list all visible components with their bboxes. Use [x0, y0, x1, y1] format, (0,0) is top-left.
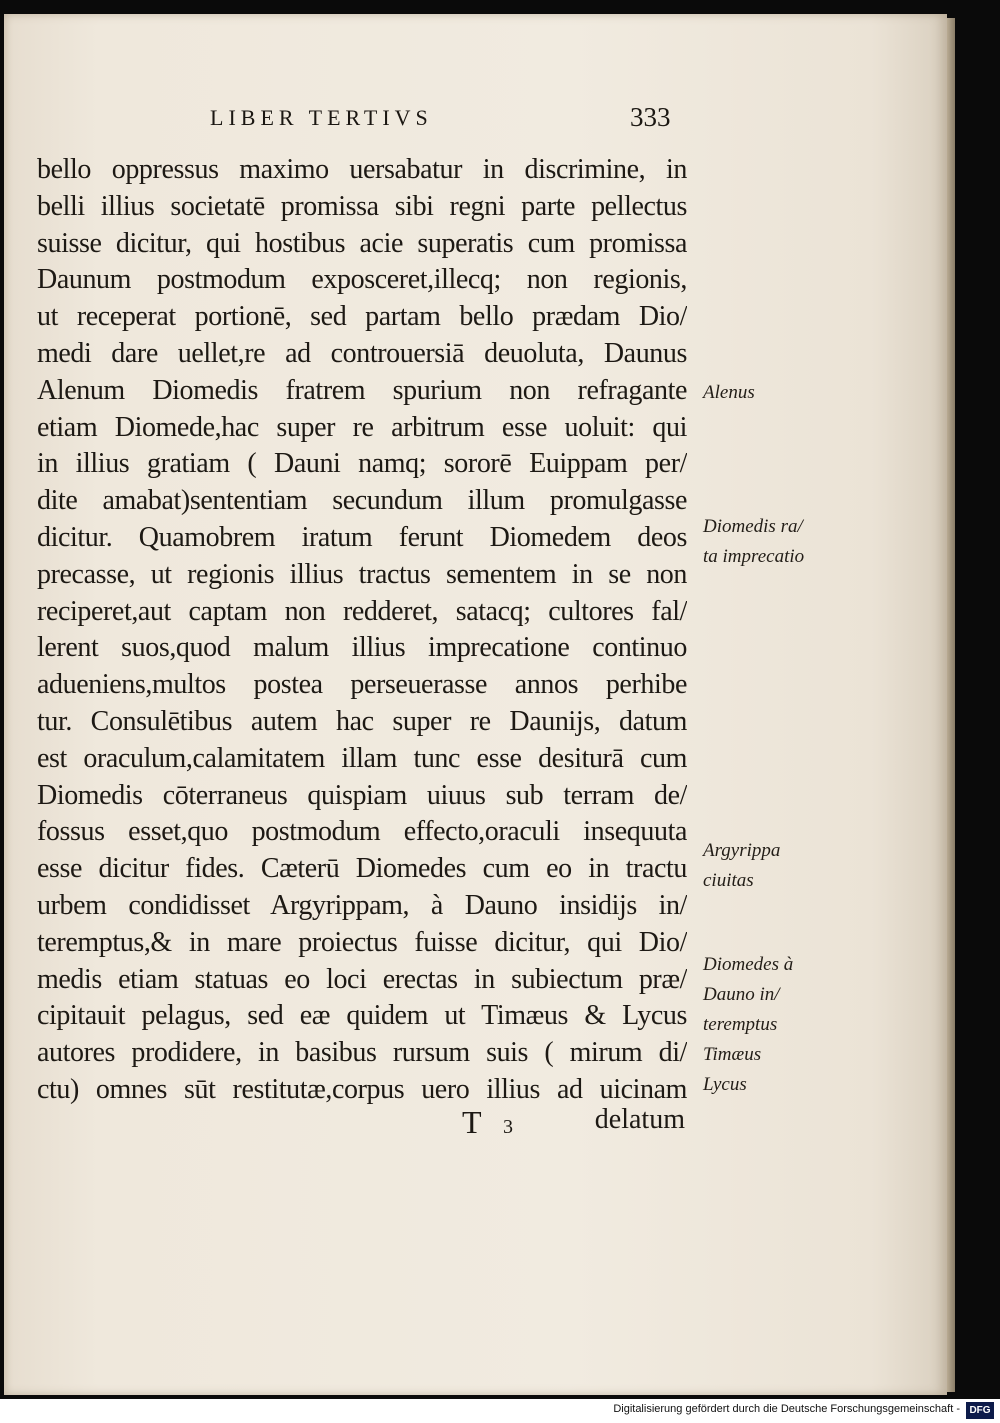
marginal-line: Argyrippa — [703, 840, 781, 861]
marginal-line: ta imprecatio — [703, 546, 805, 567]
marginal-note-imprecatio — [703, 512, 823, 572]
marginal-line: teremptus — [703, 1014, 778, 1035]
text-line: belli illius societatē promissa sibi regni parte pellectus — [37, 190, 687, 222]
text-line: est oraculum,calamitatem illam tunc esse desiturā cum — [37, 742, 687, 774]
text-line: urbem condidisset Argyrippam, à Dauno insidijs in/ — [37, 889, 687, 921]
marginal-line: Dauno in/ — [703, 984, 780, 1005]
text-line: medi dare uellet,re ad controuersiā deuoluta, Daunus — [37, 337, 687, 369]
marginal-note-argyrippa — [703, 836, 823, 896]
text-line: teremptus,& in mare proiectus fuisse dicitur, qui Dio/ — [37, 926, 687, 958]
text-line: suisse dicitur, qui hostibus acie superatis cum promissa — [37, 227, 687, 259]
marginal-line: ciuitas — [703, 870, 754, 891]
marginal-note-alenus — [703, 378, 823, 408]
marginal-line: Timæus — [703, 1044, 762, 1065]
page-edge — [947, 18, 955, 1392]
marginal-line: Diomedes à — [703, 954, 794, 975]
text-line: autores prodidere, in basibus rursum suis ( mirum di/ — [37, 1037, 687, 1069]
marginal-line: Diomedis ra/ — [703, 516, 803, 537]
signature-mark: T — [462, 1104, 482, 1140]
marginal-line: Alenus — [703, 382, 755, 403]
text-line: in illius gratiam ( Dauni namq; sororē Euippam per/ — [37, 448, 687, 480]
text-line: ut receperat portionē, sed partam bello prædam Dio/ — [37, 301, 687, 333]
text-line: adueniens,multos postea perseuerasse annos perhibe — [37, 669, 687, 701]
text-line: esse dicitur fides. Cæterū Diomedes cum eo in tractu — [37, 853, 687, 885]
signature-number: 3 — [503, 1116, 513, 1138]
main-text-block — [37, 152, 687, 1109]
catch-line — [37, 1104, 687, 1144]
text-line: dicitur. Quamobrem iratum ferunt Diomedem deos — [37, 521, 687, 553]
text-line: Alenum Diomedis fratrem spurium non refragante — [37, 374, 687, 406]
text-line: bello oppressus maximo uersabatur in discrimine, in — [37, 154, 687, 185]
text-line: fossus esset,quo postmodum effecto,oraculi insequuta — [37, 816, 687, 848]
text-line: lerent suos,quod malum illius imprecatione continuo — [37, 632, 687, 664]
text-line: cipitauit pelagus, sed eæ quidem ut Timæus & Lycus — [37, 1000, 687, 1032]
text-line: medis etiam statuas eo loci erectas in subiectum præ/ — [37, 963, 687, 995]
text-line: dite amabat)sententiam secundum illum promulgasse — [37, 485, 687, 517]
text-line: tur. Consulētibus autem hac super re Daunijs, datum — [37, 705, 687, 737]
running-head: LIBER TERTIVS — [210, 105, 433, 130]
marginal-line: Lycus — [703, 1074, 747, 1095]
digitization-footer — [0, 1399, 1000, 1423]
text-line: Daunum postmodum exposceret,illecq; non regionis, — [37, 264, 687, 296]
text-line: etiam Diomede,hac super re arbitrum esse uoluit: qui — [37, 411, 687, 443]
text-line: precasse, ut regionis illius tractus sementem in se non — [37, 558, 687, 590]
text-line: Diomedis cōterraneus quispiam uiuus sub terram de/ — [37, 779, 687, 811]
folio-number: 333 — [630, 102, 671, 132]
footer-credit: Digitalisierung gefördert durch die Deutsche Forschungsgemeinschaft - — [613, 1403, 960, 1415]
text-line: ctu) omnes sūt restitutæ,corpus uero illius ad uicinam — [37, 1073, 687, 1105]
marginal-note-diomedes — [703, 950, 823, 1100]
text-line: reciperet,aut captam non redderet, satacq; cultores fal/ — [37, 595, 687, 627]
catchword: delatum — [594, 1104, 685, 1135]
dfg-logo: DFG — [966, 1402, 994, 1419]
